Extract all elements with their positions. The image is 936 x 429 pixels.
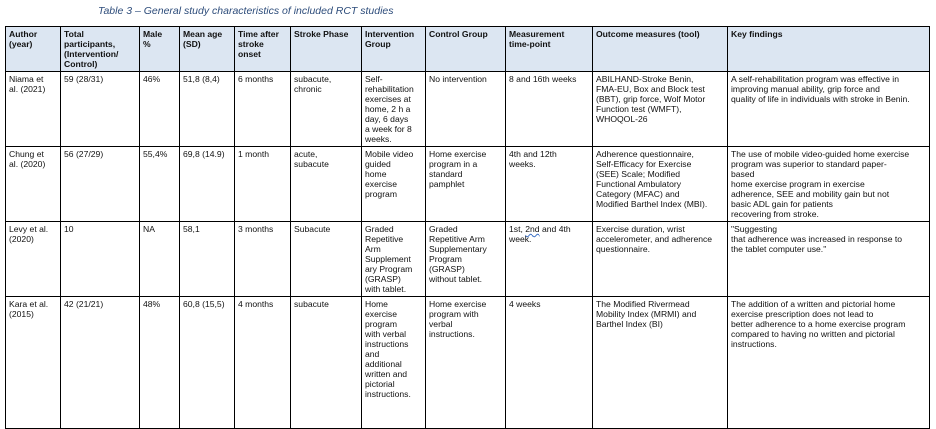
cell-text-line: Chung et [9,149,44,159]
cell-male-percent [140,297,180,429]
cell-text-line: improving manual ability, grip force and [731,84,880,94]
cell-text-line: without tablet. [429,274,483,284]
study-characteristics-table [5,26,930,429]
cell-author-year [6,147,61,222]
cell-mean-age [180,72,235,147]
cell-text-line: subacute [294,159,329,169]
cell-text-line: 51,8 (8,4) [183,74,220,84]
header-mean-age [180,27,235,72]
cell-text-line: 55,4% [143,149,168,159]
cell-control-group [426,222,506,297]
cell-text-line: day, 6 days [365,114,409,124]
cell-text-line: additional [365,359,402,369]
cell-text-line: Home exercise [429,299,487,309]
cell-text-line: better adherence to a home exercise program [731,319,906,329]
cell-text-line: NA [143,224,155,234]
header-male-percent [140,27,180,72]
cell-text-line: guided [365,159,391,169]
cell-text-line: No intervention [429,74,487,84]
cell-text-line: Supplement [365,254,411,264]
cell-male-percent [140,222,180,297]
cell-text-line: al. (2020) [9,159,46,169]
cell-text-line: 4 weeks [509,299,541,309]
cell-text-line: Mean age [183,29,223,39]
cell-key-findings [728,147,930,222]
cell-author-year [6,222,61,297]
cell-control-group [426,72,506,147]
header-intervention-group [362,27,426,72]
cell-text-line: Author [9,29,38,39]
cell-text-line: instructions [365,339,409,349]
cell-time-after-onset [235,297,291,429]
cell-text-line: Self-Efficacy for Exercise [596,159,692,169]
cell-text-line: Self- [365,74,383,84]
cell-text-line: Key findings [731,29,783,39]
cell-text-line: exercise [365,309,397,319]
cell-text-line: Male [143,29,163,39]
cell-text-line: Home exercise [429,149,487,159]
cell-text-line: Time after [238,29,279,39]
cell-text-line: The use of mobile video-guided home exercise [731,149,910,159]
cell-text-line: Stroke Phase [294,29,349,39]
cell-text-line: Measurement [509,29,565,39]
cell-text-line: acute, [294,149,318,159]
cell-text-line: (year) [9,39,33,49]
cell-text-line: 4th and 12th [509,149,557,159]
cell-text-line: 4 months [238,299,274,309]
cell-text-line: Intervention [365,29,415,39]
cell-text-line: (2015) [9,309,34,319]
cell-text-line: FMA-EU, Box and Block test [596,84,705,94]
cell-text-line: subacute [294,299,329,309]
cell-text-line: 56 (27/29) [64,149,104,159]
cell-text-line: verbal [429,319,453,329]
cell-stroke-phase [291,72,362,147]
cell-male-percent [140,147,180,222]
cell-text-line: program [365,319,397,329]
cell-text-line: program in a [429,159,478,169]
cell-text-line: Repetitive Arm [429,234,485,244]
cell-text-line: standard [429,169,463,179]
cell-text-line: instructions. [365,389,411,399]
cell-text-line: (BBT), grip force, Wolf Motor [596,94,706,104]
cell-outcome-measures [593,297,728,429]
cell-text-line: 10 [64,224,74,234]
cell-text-line: home, 2 h a [365,104,411,114]
cell-total-participants [61,297,140,429]
cell-text-line: Barthel Index (BI) [596,319,663,329]
cell-text-line: ary Program [365,264,413,274]
cell-text-line: home exercise program in exercise [731,179,865,189]
cell-text-line: quality of life in individuals with stroke in Benin. [731,94,910,104]
cell-text-line: Group [365,39,391,49]
cell-text-line: (GRASP) [365,274,401,284]
cell-text-line: participants, [64,39,116,49]
cell-control-group [426,297,506,429]
cell-text-line: pictorial [365,379,395,389]
cell-text-line: Mobility Index (MRMI) and [596,309,697,319]
cell-text-line: and [365,349,380,359]
cell-text-line: week. [509,234,532,244]
cell-text-line: chronic [294,84,322,94]
cell-text-line: Graded [365,224,394,234]
cell-text-line: 42 (21/21) [64,299,104,309]
cell-text-line: Graded [429,224,458,234]
cell-intervention-group [362,222,426,297]
cell-text-line: Outcome measures (tool) [596,29,700,39]
table-row [6,72,930,147]
cell-text-line: 46% [143,74,161,84]
cell-mean-age [180,222,235,297]
cell-text-line: Kara et al. [9,299,49,309]
cell-text-line: Niama et [9,74,44,84]
cell-text-line: onset [238,49,261,59]
table-row [6,147,930,222]
cell-text-line: Mobile video [365,149,414,159]
cell-text-line: WHOQOL-26 [596,114,648,124]
cell-text-line: Levy et al. [9,224,49,234]
cell-text-line: al. (2021) [9,84,46,94]
cell-text-line: compared to having no written and pictorial [731,329,895,339]
cell-control-group [426,147,506,222]
header-time-after-onset [235,27,291,72]
cell-text-line: 60,8 (15,5) [183,299,225,309]
cell-total-participants [61,147,140,222]
header-author-year [6,27,61,72]
cell-text-line: 1 month [238,149,270,159]
cell-intervention-group [362,297,426,429]
cell-text-line: 69,8 (14.9) [183,149,225,159]
cell-text-line: (SEE) Scale; Modified [596,169,681,179]
cell-text-line: exercise prescription does not lead to [731,309,874,319]
cell-text-line: recovering from stroke. [731,209,819,219]
cell-male-percent [140,72,180,147]
cell-text-line: 48% [143,299,161,309]
cell-text-line: The addition of a written and pictorial home [731,299,896,309]
cell-text-line: Modified Barthel Index (MBI). [596,199,708,209]
cell-text-line: program [365,189,397,199]
table-row [6,297,930,429]
cell-text-line: Adherence questionnaire, [596,149,694,159]
cell-intervention-group [362,147,426,222]
cell-text-line: instructions. [429,329,475,339]
header-outcome-measures [593,27,728,72]
cell-text-line: A self-rehabilitation program was effective in [731,74,899,84]
cell-text-line: written and [365,369,408,379]
cell-text-line: exercises at [365,94,411,104]
cell-text-line: the tablet computer use." [731,244,827,254]
cell-text-line: weeks. [509,159,536,169]
cell-text-line: 1st, 2nd and 4th [509,224,571,234]
header-row [6,27,930,72]
header-stroke-phase [291,27,362,72]
header-measurement-timepoint [506,27,593,72]
cell-text-line: 8 and 16th weeks [509,74,577,84]
header-key-findings [728,27,930,72]
cell-text-line: adherence, SEE and mobility gain but not [731,189,890,199]
header-total-participants [61,27,140,72]
cell-text-line: ABILHAND-Stroke Benin, [596,74,694,84]
cell-text-line: (Intervention/ [64,49,119,59]
cell-text-line: Arm [365,244,381,254]
cell-time-after-onset [235,222,291,297]
cell-text-line: Functional Ambulatory [596,179,682,189]
cell-measurement-timepoint [506,222,593,297]
cell-text-line: that adherence was increased in response to [731,234,903,244]
cell-key-findings [728,72,930,147]
cell-text-line: instructions. [731,339,777,349]
cell-total-participants [61,72,140,147]
cell-text-line: 59 (28/31) [64,74,104,84]
cell-text-line: with tablet. [365,284,407,294]
cell-text-line: 58,1 [183,224,200,234]
cell-text-line: time-point [509,39,551,49]
cell-total-participants [61,222,140,297]
cell-measurement-timepoint [506,147,593,222]
cell-text-line: (2020) [9,234,34,244]
table-row [6,222,930,297]
cell-intervention-group [362,72,426,147]
cell-text-line: Repetitive [365,234,404,244]
cell-text-line: rehabilitation [365,84,414,94]
cell-text-line: weeks. [365,134,392,144]
header-control-group [426,27,506,72]
cell-text-line: Subacute [294,224,331,234]
cell-text-line: basic ADL gain for patients [731,199,833,209]
cell-text-line: 6 months [238,74,274,84]
cell-stroke-phase [291,297,362,429]
cell-text-line: program with [429,309,479,319]
table-caption: Table 3 – General study characteristics of included RCT studies [98,5,394,17]
cell-text-line: The Modified Rivermead [596,299,690,309]
cell-mean-age [180,147,235,222]
cell-text-line: Home [365,299,388,309]
cell-author-year [6,72,61,147]
spellcheck-mark: 2nd [525,224,540,234]
cell-stroke-phase [291,147,362,222]
cell-text-line: subacute, [294,74,332,84]
cell-text-line: Control Group [429,29,488,39]
cell-text-line: based [731,169,755,179]
cell-text-line: "Suggesting [731,224,778,234]
cell-stroke-phase [291,222,362,297]
cell-outcome-measures [593,222,728,297]
cell-text-line: Exercise duration, wrist [596,224,685,234]
cell-text-line: Function test (WMFT), [596,104,682,114]
cell-text-line: program was superior to standard paper- [731,159,887,169]
cell-text-line: questionnaire. [596,244,650,254]
cell-text-line: stroke [238,39,264,49]
cell-text-line: Category (MFAC) and [596,189,680,199]
cell-time-after-onset [235,72,291,147]
cell-text-line: home [365,169,387,179]
cell-time-after-onset [235,147,291,222]
cell-text-line: with verbal [365,329,407,339]
cell-text-line: (SD) [183,39,201,49]
cell-text-line: a week for 8 [365,124,412,134]
cell-key-findings [728,297,930,429]
cell-measurement-timepoint [506,297,593,429]
cell-text-line: Program [429,254,462,264]
cell-text-line: accelerometer, and adherence [596,234,713,244]
cell-text-line: 3 months [238,224,274,234]
cell-outcome-measures [593,147,728,222]
cell-text-line: (GRASP) [429,264,465,274]
cell-text-line: exercise [365,179,397,189]
cell-text-line: Control) [64,59,98,69]
cell-text-line: % [143,39,151,49]
cell-author-year [6,297,61,429]
cell-mean-age [180,297,235,429]
cell-outcome-measures [593,72,728,147]
cell-measurement-timepoint [506,72,593,147]
cell-key-findings [728,222,930,297]
cell-text-line: pamphlet [429,179,465,189]
cell-text-line: Total [64,29,84,39]
cell-text-line: Supplementary [429,244,487,254]
